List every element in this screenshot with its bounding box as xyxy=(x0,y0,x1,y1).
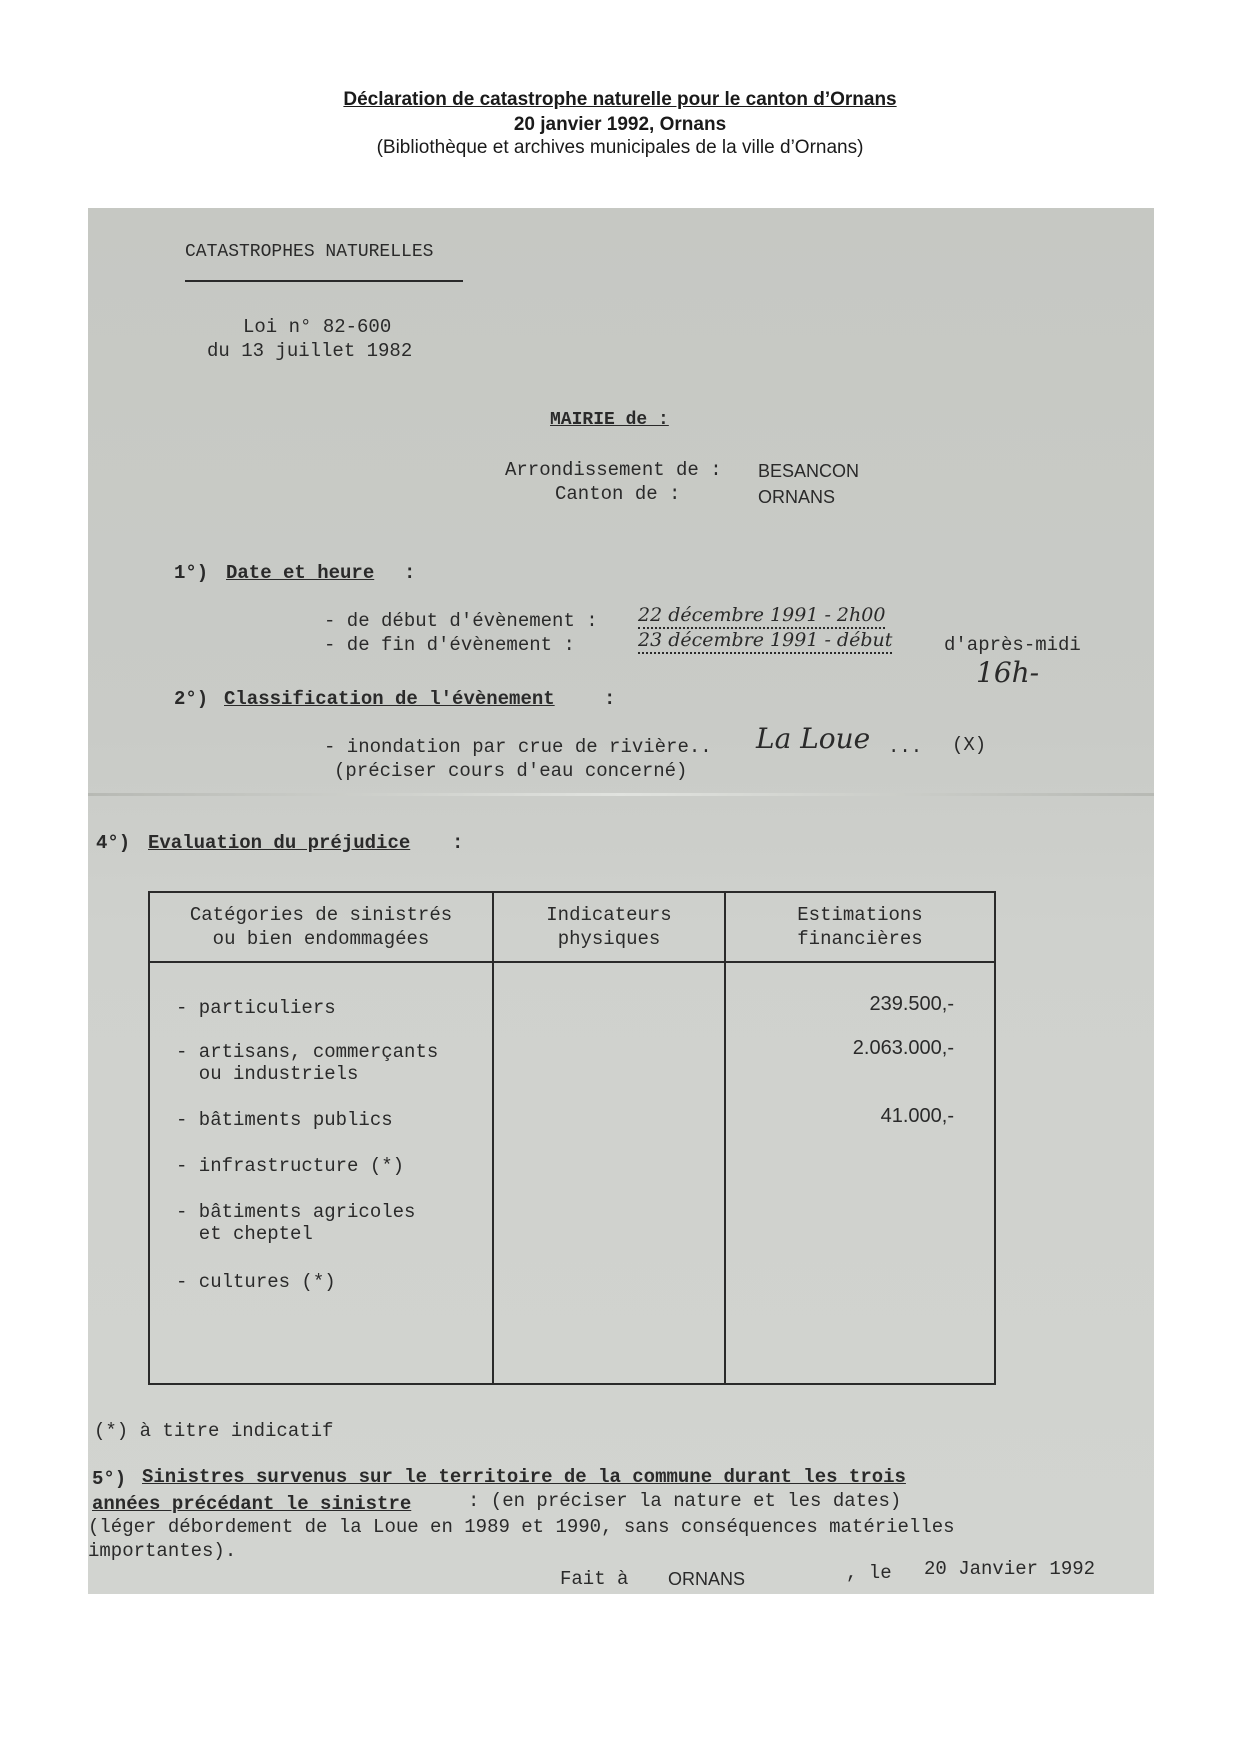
fin-value: 23 décembre 1991 - début xyxy=(638,629,892,654)
mairie-label: MAIRIE de : xyxy=(550,410,669,430)
page-subtitle: 20 janvier 1992, Ornans xyxy=(513,114,727,135)
section-5-rest-line-2: : (en préciser la nature et les dates) xyxy=(468,1490,902,1512)
debut-label: - de début d'évènement : xyxy=(324,610,598,632)
section-1-colon: : xyxy=(404,562,416,584)
section-4-num: 4°) xyxy=(96,832,131,854)
section-1-num: 1°) xyxy=(174,562,209,584)
section-4-title: Evaluation du préjudice xyxy=(148,832,411,854)
section-5-num: 5°) xyxy=(92,1468,127,1490)
heading-rule xyxy=(185,280,463,282)
footnote: (*) à titre indicatif xyxy=(94,1420,334,1442)
table-header-row xyxy=(149,892,995,962)
table-body-row xyxy=(149,962,995,1384)
canton-label: Canton de : xyxy=(555,483,681,505)
signature-place: ORNANS xyxy=(668,1569,746,1589)
section-5-text-line-4: importantes). xyxy=(88,1540,237,1562)
inondation-label: - inondation par crue de rivière.. xyxy=(324,736,712,758)
law-line-1: Loi n° 82-600 xyxy=(243,316,392,338)
section-2-num: 2°) xyxy=(174,688,209,710)
inondation-check: (X) xyxy=(952,734,987,756)
evaluation-table xyxy=(148,891,996,1385)
category-particuliers: - particuliers xyxy=(176,997,336,1019)
debut-value: 22 décembre 1991 - 2h00 xyxy=(638,604,885,629)
section-5-title-line-2: années précédant le sinistre xyxy=(92,1493,412,1515)
category-cultures: - cultures (*) xyxy=(176,1271,336,1293)
section-5-title-line-1: Sinistres survenus sur le territoire de la commune durant les trois xyxy=(142,1466,906,1488)
inondation-dots: ... xyxy=(888,736,923,758)
estimates-cell xyxy=(725,962,995,1384)
page-source: (Bibliothèque et archives municipales de la ville d’Ornans) xyxy=(376,137,864,158)
category-artisans: - artisans, commerçants ou industriels xyxy=(176,1041,439,1085)
law-line-2: du 13 juillet 1982 xyxy=(207,340,413,362)
category-batiments-publics: - bâtiments publics xyxy=(176,1109,393,1131)
estimate-artisans: 2.063.000,- xyxy=(852,1037,954,1059)
categories-cell xyxy=(149,962,493,1384)
estimate-particuliers: 239.500,- xyxy=(869,993,954,1015)
category-batiments-agricoles: - bâtiments agricoles et cheptel xyxy=(176,1201,416,1245)
section-1-title: Date et heure xyxy=(226,562,375,584)
fin-hand-note: 16h- xyxy=(976,656,1040,689)
fin-suffix: d'après-midi xyxy=(944,634,1081,656)
signature-date: 20 Janvier 1992 xyxy=(924,1558,1096,1580)
doc-heading: CATASTROPHES NATURELLES xyxy=(185,242,434,262)
header-indicators: Indicateurs physiques xyxy=(493,892,725,962)
category-infrastructure: - infrastructure (*) xyxy=(176,1155,405,1177)
fin-label: - de fin d'évènement : xyxy=(324,634,575,656)
header-estimates: Estimations financières xyxy=(725,892,995,962)
arrondissement-label: Arrondissement de : xyxy=(505,459,722,481)
signature-le: , le xyxy=(846,1562,892,1584)
section-4-colon: : xyxy=(452,832,464,854)
indicators-cell xyxy=(493,962,725,1384)
inondation-note: (préciser cours d'eau concerné) xyxy=(334,760,688,782)
page-fold xyxy=(88,793,1154,796)
signature-fait: Fait à xyxy=(560,1568,629,1590)
section-5-text-line-3: (léger débordement de la Loue en 1989 et 1990, sans conséquences matérielles xyxy=(88,1516,955,1538)
document-photo xyxy=(88,208,1154,1594)
estimate-batiments-publics: 41.000,- xyxy=(880,1105,954,1127)
section-2-title: Classification de l'évènement xyxy=(224,688,555,710)
page-title: Déclaration de catastrophe naturelle pour le canton d’Ornans xyxy=(343,89,897,110)
header-categories: Catégories de sinistrés ou bien endommagées xyxy=(149,892,493,962)
arrondissement-value: BESANCON xyxy=(758,461,860,481)
section-2-colon: : xyxy=(604,688,616,710)
inondation-hand: La Loue xyxy=(756,722,871,755)
canton-value: ORNANS xyxy=(758,487,836,507)
